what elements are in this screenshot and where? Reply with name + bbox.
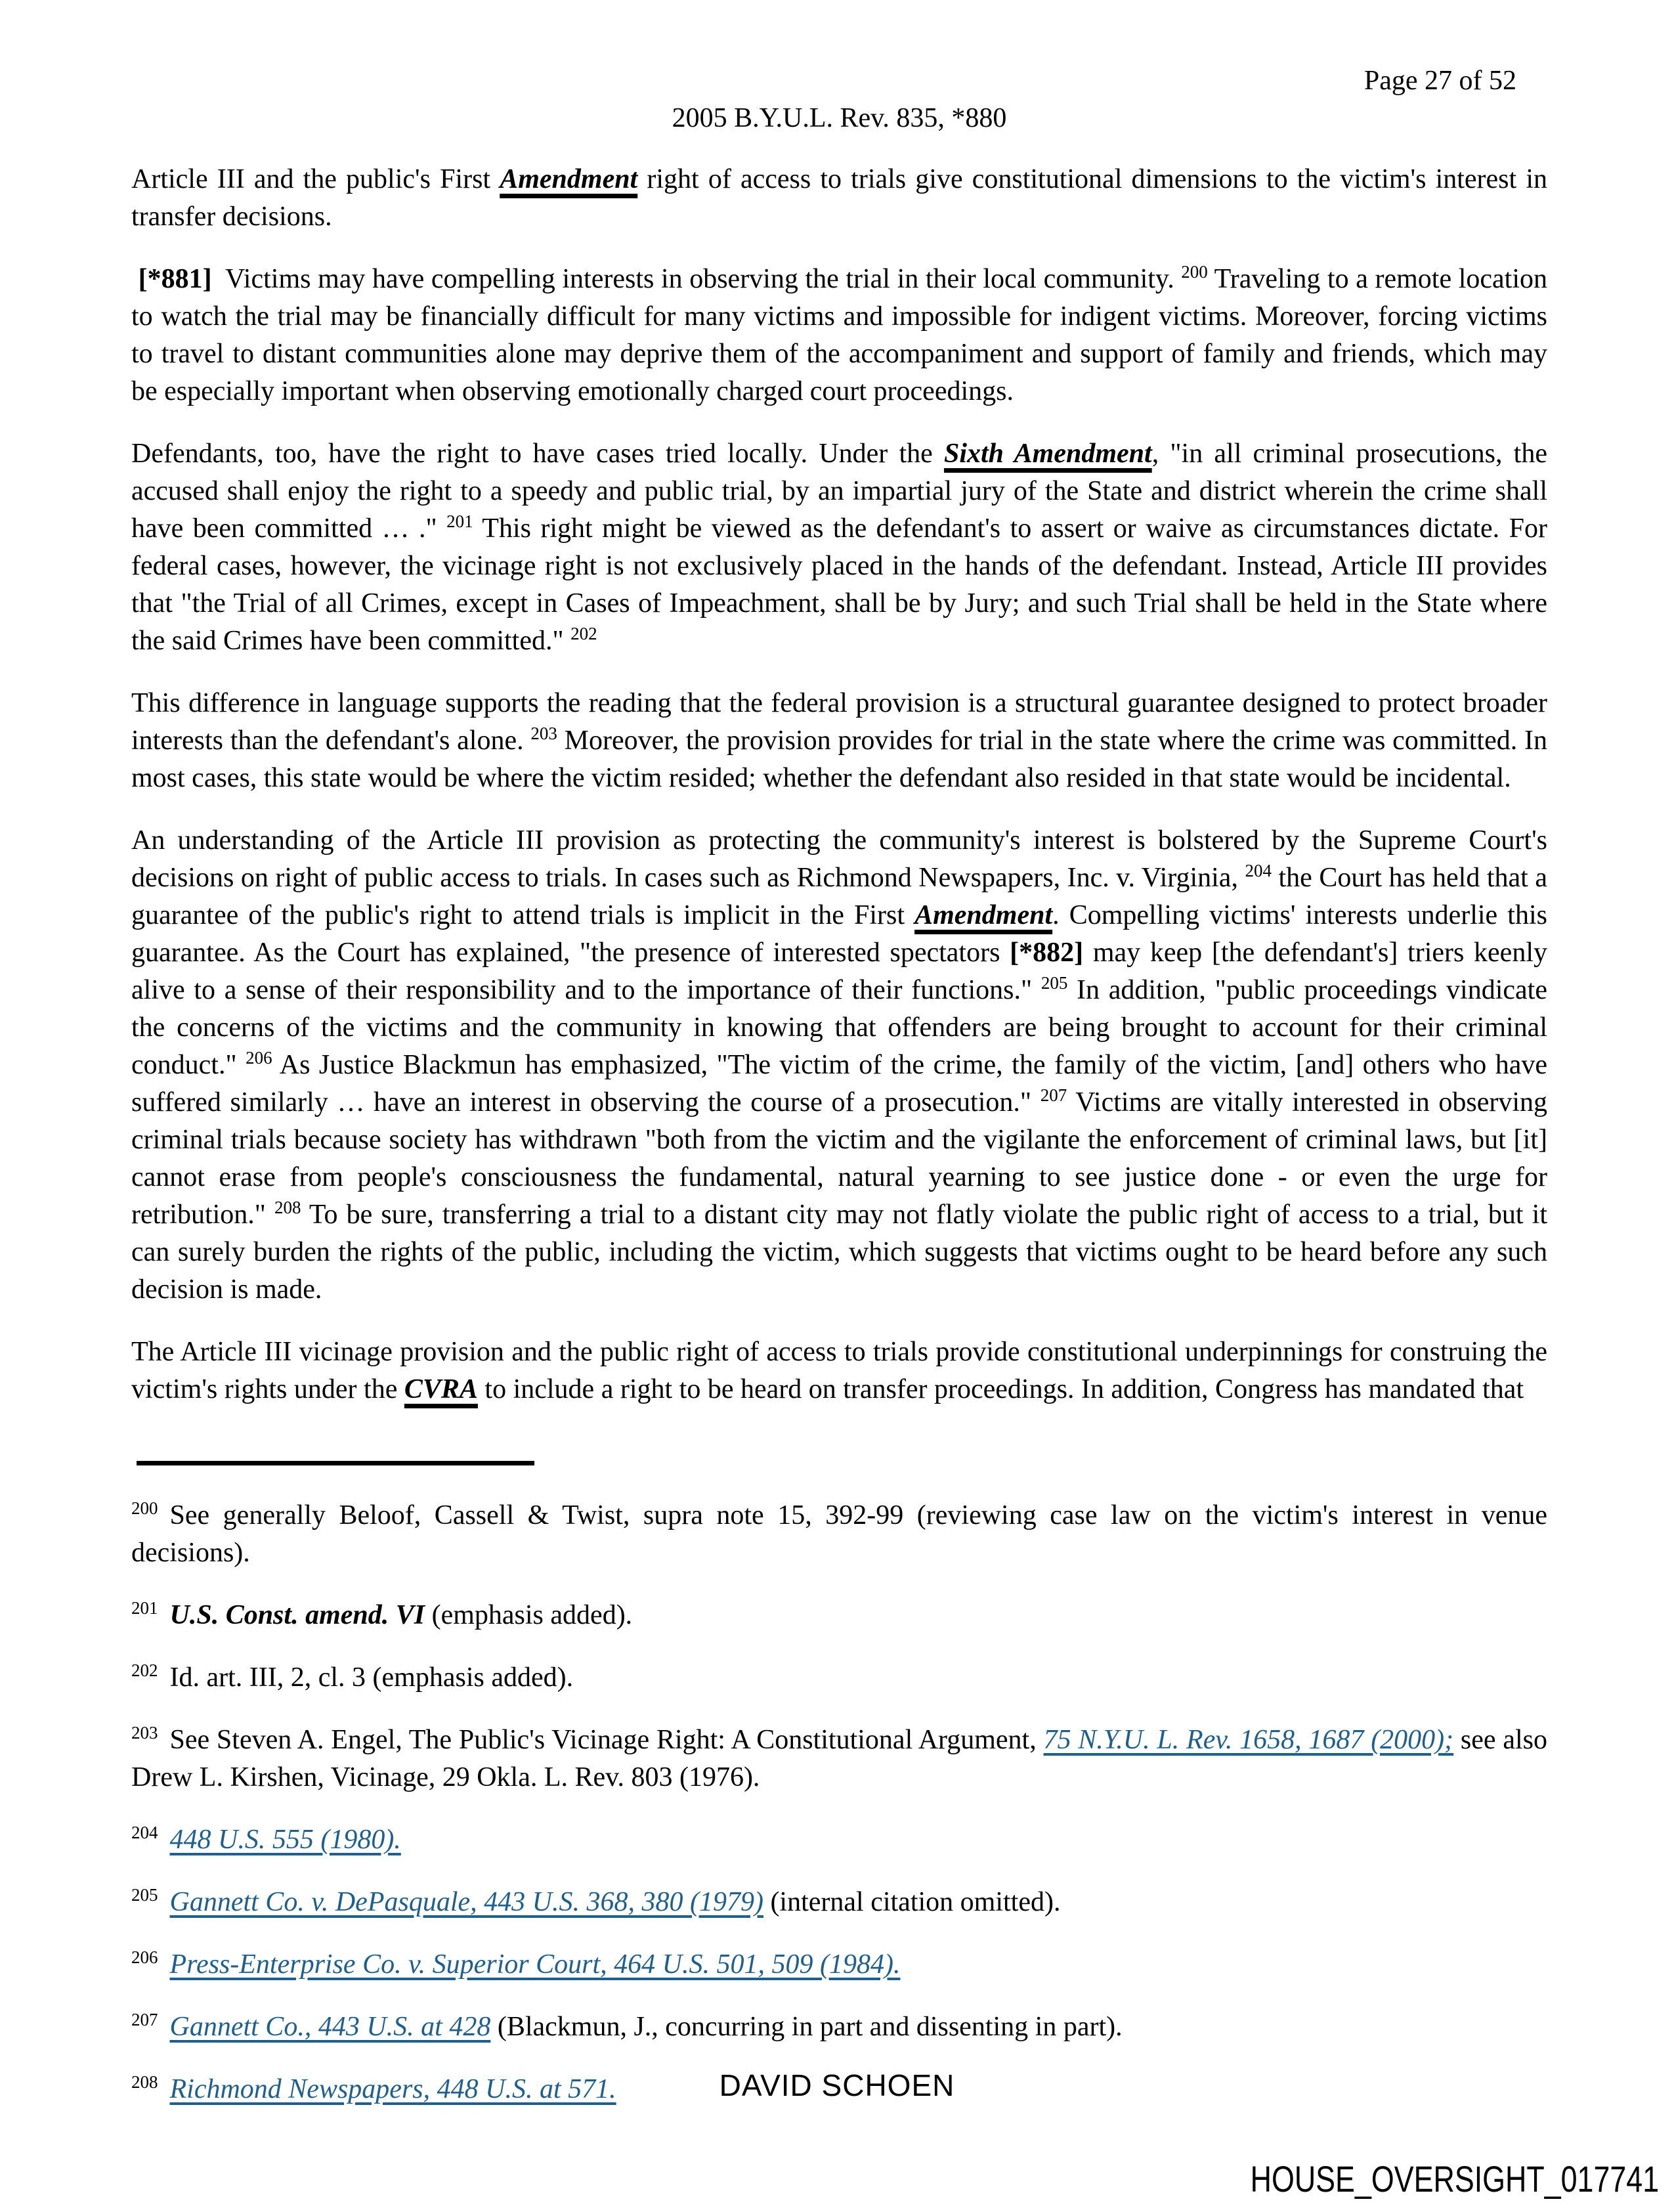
text-run: Moreover, the provision provides for trial in the state where the crime was committed. In most cases, this state would be where the victim resided; whether the defendant also resided in that state would be incidental. xyxy=(131,726,1547,793)
text-run: (emphasis added). xyxy=(425,1600,633,1630)
paragraph xyxy=(131,822,1547,1309)
footnote-separator xyxy=(137,1461,534,1465)
term-link[interactable]: Sixth Amendment xyxy=(943,439,1152,469)
citation-link[interactable]: Gannett Co., 443 U.S. at 428 xyxy=(169,2012,491,2042)
text-run: Id. art. III, 2, cl. 3 (emphasis added). xyxy=(169,1662,574,1693)
paragraph xyxy=(131,435,1547,660)
text-run: to include a right to be heard on transfer proceedings. In addition, Congress has mandated that xyxy=(477,1374,1524,1404)
text-run: . Compelling victims' interests underlie this guarantee. As the Court has explained, "the presence of interested spectators xyxy=(131,900,1547,968)
footnote-ref: 208 xyxy=(274,1198,301,1217)
text-run: , "in all criminal prosecutions, the accused shall enjoy the right to a speedy and public trial, by an impartial jury of the State and district wherein the crime shall have been committed … ." xyxy=(131,439,1547,544)
citation-header: 2005 B.Y.U.L. Rev. 835, *880 xyxy=(672,103,1007,133)
citation-link[interactable]: Gannett Co. v. DePasquale, 443 U.S. 368, 380 (1979) xyxy=(169,1887,763,1917)
term-link[interactable]: CVRA xyxy=(404,1374,478,1404)
text-run: Article III and the public's First xyxy=(131,164,500,194)
body-paragraphs xyxy=(131,161,1547,1408)
citation-link[interactable]: 75 N.Y.U. L. Rev. 1658, 1687 (2000); xyxy=(1043,1725,1454,1755)
footnotes-list xyxy=(131,1497,1547,2108)
paragraph xyxy=(131,685,1547,797)
text-run: see also Drew L. Kirshen, Vicinage, 29 Okla. L. Rev. 803 (1976). xyxy=(131,1725,1547,1792)
footnote-number: 208 xyxy=(131,2072,158,2092)
text-run: See generally Beloof, Cassell & Twist, supra note 15, 392-99 (reviewing case law on the victim's interest in venue decisions). xyxy=(131,1500,1547,1568)
page-number: Page 27 of 52 xyxy=(1363,66,1516,96)
footnote-ref: 207 xyxy=(1040,1085,1067,1105)
footnote-ref: 204 xyxy=(1245,861,1272,880)
signature-footer: DAVID SCHOEN xyxy=(719,2068,955,2102)
footnote-number: 201 xyxy=(131,1598,158,1618)
paragraph xyxy=(131,261,1547,410)
footnote-number: 205 xyxy=(131,1885,158,1905)
paragraph xyxy=(131,1334,1547,1408)
text-run: the Court has held that a guarantee of the public's right to attend trials is implicit in the First xyxy=(131,863,1547,930)
footnote-ref: 203 xyxy=(530,724,557,743)
text-run: This right might be viewed as the defendant's to assert or waive as circumstances dictate. For federal cases, however, the vicinage right is not exclusively placed in the hands of the defendant. Instead, Article III provides that "the Trial of all Crimes, except in Cases of Impeachment, shall be by Jury; and such Trial shall be held in the State where the said Crimes have been committed." xyxy=(131,513,1547,656)
footnote-number: 207 xyxy=(131,2010,158,2029)
text-run: may keep [the defendant's] triers keenly alive to a sense of their responsibility and to the importance of their functions." xyxy=(131,938,1547,1005)
text-run: Traveling to a remote location to watch the trial may be financially difficult for many victims and impossible for indigent victims. Moreover, forcing victims to travel to distant communities alone may deprive them of the accompaniment and support of family and friends, which may be especially important when observing emotionally charged court proceedings. xyxy=(131,264,1547,406)
footnote-ref: 206 xyxy=(246,1048,272,1068)
term-link[interactable]: Amendment xyxy=(500,164,638,194)
text-run: To be sure, transferring a trial to a distant city may not flatly violate the public right of access to a trial, but it can surely burden the rights of the public, including the victim, which suggests that victims ought to be heard before any such decision is made. xyxy=(131,1200,1548,1305)
footnote xyxy=(131,1821,1547,1859)
bold-text: [*881] xyxy=(138,264,212,294)
footnote-ref: 205 xyxy=(1041,973,1068,993)
bold-text: [*882] xyxy=(1010,938,1084,968)
footnote xyxy=(131,1946,1547,1984)
text-run: An understanding of the Article III provision as protecting the community's interest is bolstered by the Supreme Court's decisions on right of public access to trials. In cases such as Richmond Newspapers, Inc. v. Virginia, xyxy=(131,825,1547,893)
footnote xyxy=(131,1659,1547,1697)
citation-link[interactable]: Press-Enterprise Co. v. Superior Court, 464 U.S. 501, 509 (1984). xyxy=(169,1949,901,1980)
footnote-number: 206 xyxy=(131,1947,158,1967)
text-run xyxy=(131,264,139,294)
paragraph xyxy=(131,161,1547,236)
text-run: (internal citation omitted). xyxy=(763,1887,1061,1917)
footnote-ref: 202 xyxy=(570,624,597,643)
text-run: right of access to trials give constitutional dimensions to the victim's interest in transfer decisions. xyxy=(131,164,1547,232)
text-run: This difference in language supports the reading that the federal provision is a structural guarantee designed to protect broader interests than the defendant's alone. xyxy=(131,688,1547,756)
text-run: See Steven A. Engel, The Public's Vicinage Right: A Constitutional Argument, xyxy=(169,1725,1044,1755)
citation-link[interactable]: Richmond Newspapers, 448 U.S. at 571. xyxy=(169,2074,616,2104)
footnote xyxy=(131,2008,1547,2046)
text-run: In addition, "public proceedings vindicate the concerns of the victims and the community in knowing that offenders are being brought to account for their criminal conduct." xyxy=(131,975,1547,1080)
footnote-number: 204 xyxy=(131,1823,158,1842)
footnote xyxy=(131,1722,1547,1796)
text-run: Victims are vitally interested in observing criminal trials because society has withdrawn "both from the victim and the vigilante the enforcement of criminal laws, but [it] cannot erase from people's consciousness the fundamental, natural yearning to see justice done - or even the urge for retribution." xyxy=(131,1087,1547,1230)
footnote xyxy=(131,1884,1547,1921)
text-run: (Blackmun, J., concurring in part and dissenting in part). xyxy=(490,2012,1123,2042)
footnote-area xyxy=(131,1461,1547,2133)
citation-link[interactable]: 448 U.S. 555 (1980). xyxy=(169,1825,401,1855)
bold-italic-text: U.S. Const. amend. VI xyxy=(169,1600,425,1630)
footnote xyxy=(131,1497,1547,1572)
text-run: The Article III vicinage provision and the public right of access to trials provide constitutional underpinnings for construing the victim's rights under the xyxy=(131,1337,1547,1404)
footnote-number: 200 xyxy=(131,1498,158,1518)
footnote-number: 202 xyxy=(131,1660,158,1680)
footnote xyxy=(131,1597,1547,1634)
text-run: Defendants, too, have the right to have cases tried locally. Under the xyxy=(131,439,944,469)
term-link[interactable]: Amendment xyxy=(914,900,1053,930)
bates-number: HOUSE_OVERSIGHT_017741 xyxy=(1250,2158,1659,2200)
text-run: As Justice Blackmun has emphasized, "The victim of the crime, the family of the victim, [and] others who have suffered similarly … have an interest in observing the course of a prosecution." xyxy=(131,1050,1547,1117)
text-run: Victims may have compelling interests in observing the trial in their local community. xyxy=(211,264,1182,294)
footnote-ref: 200 xyxy=(1181,262,1208,282)
footnote-number: 203 xyxy=(131,1723,158,1743)
footnote-ref: 201 xyxy=(446,511,473,531)
